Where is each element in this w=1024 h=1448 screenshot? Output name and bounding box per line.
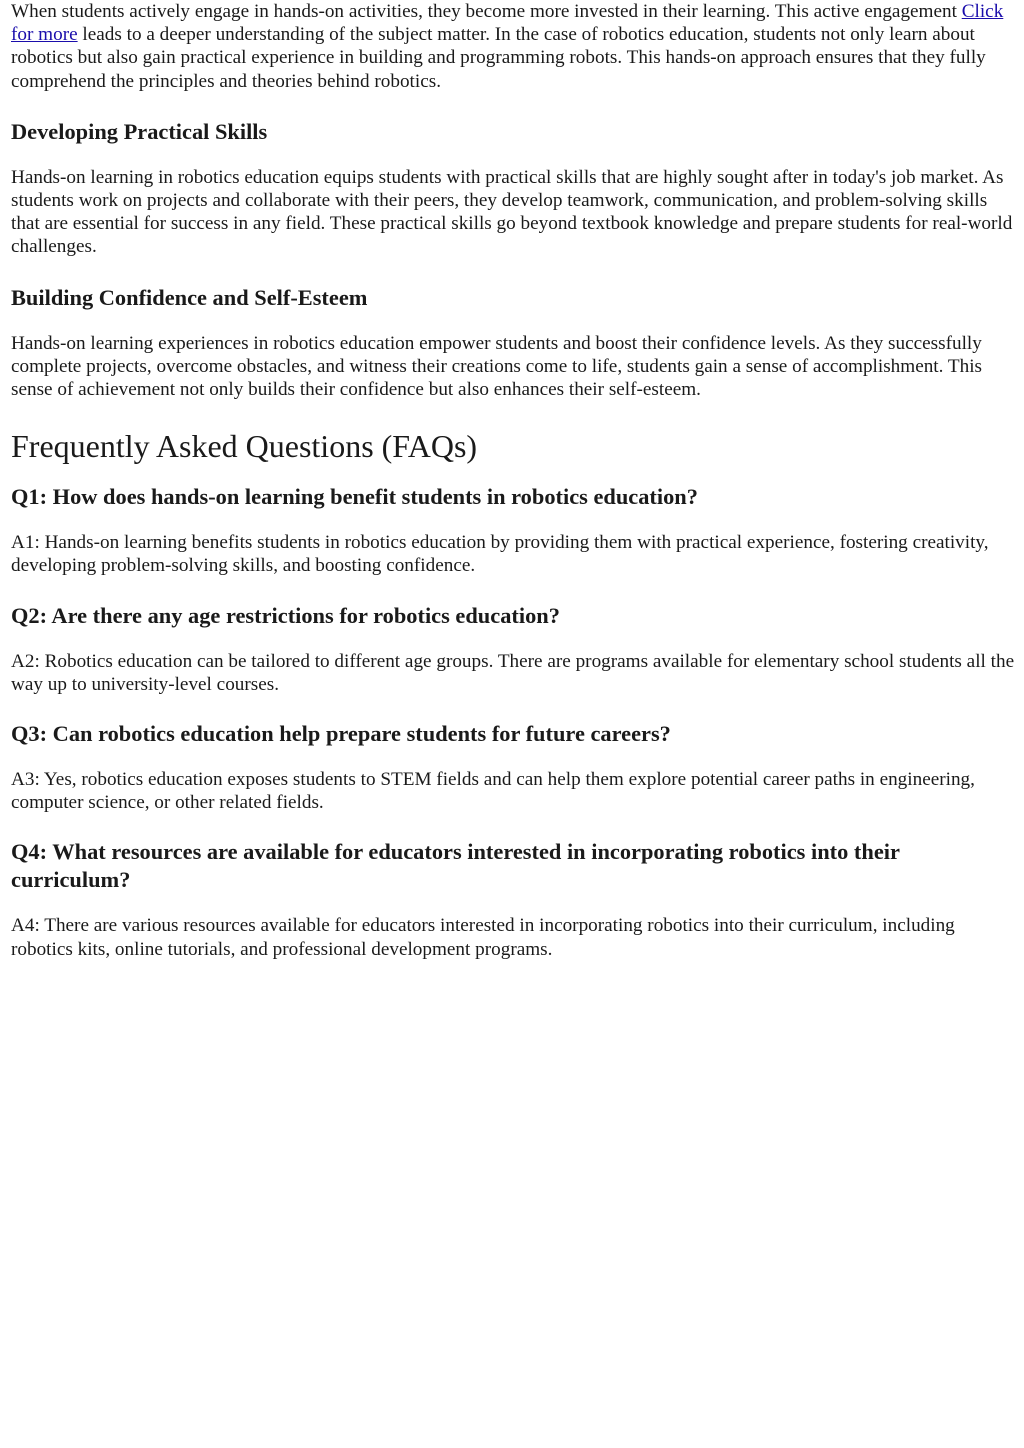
click-for-more-link[interactable]: Click for more (11, 1, 1004, 46)
intro-text-after-link: leads to a deeper understanding of the subject matter. In the case of robotics education, students not only learn about robotics but also gain practical experience in building and programming robots. This hands-on approach ensures that they fully comprehend the principles and theories behind robotics. (11, 24, 986, 92)
faq-question-1: Q1: How does hands-on learning benefit students in robotics education? (11, 484, 698, 510)
faq-title: Frequently Asked Questions (FAQs) (11, 428, 478, 465)
section-heading-confidence: Building Confidence and Self-Esteem (11, 284, 368, 310)
faq-question-2: Q2: Are there any age restrictions for robotics education? (11, 602, 560, 628)
section-body-practical-skills: Hands-on learning in robotics education equips students with practical skills that are highly sought after in today's job market. As students work on projects and collaborate with their peers, they develop teamwork, communication, and problem-solving skills that are essential for success in any field. These practical skills go beyond textbook knowledge and prepare students for real-world challenges. (11, 166, 1013, 258)
faq-question-4: Q4: What resources are available for educators interested in incorporating robotics into their curriculum? (11, 839, 900, 893)
intro-paragraph (11, 0, 1016, 93)
faq-answer-4: A4: There are various resources available for educators interested in incorporating robotics into their curriculum, including robotics kits, online tutorials, and professional development programs. (11, 915, 955, 960)
section-heading-practical-skills: Developing Practical Skills (11, 118, 268, 144)
section-body-confidence: Hands-on learning experiences in robotics education empower students and boost their confidence levels. As they successfully complete projects, overcome obstacles, and witness their creations come to life, students gain a sense of accomplishment. This sense of achievement not only builds their confidence but also enhances their self-esteem. (11, 332, 983, 401)
intro-text-before-link: When students actively engage in hands-on activities, they become more invested in their learning. This active engagement (11, 1, 962, 22)
faq-question-3: Q3: Can robotics education help prepare students for future careers? (11, 721, 671, 747)
faq-answer-2: A2: Robotics education can be tailored to different age groups. There are programs available for elementary school students all the way up to university-level courses. (11, 650, 1015, 695)
faq-answer-3: A3: Yes, robotics education exposes students to STEM fields and can help them explore potential career paths in engineering, computer science, or other related fields. (11, 769, 975, 814)
faq-answer-1: A1: Hands-on learning benefits students in robotics education by providing them with practical experience, fostering creativity, developing problem-solving skills, and boosting confidence. (11, 532, 989, 577)
